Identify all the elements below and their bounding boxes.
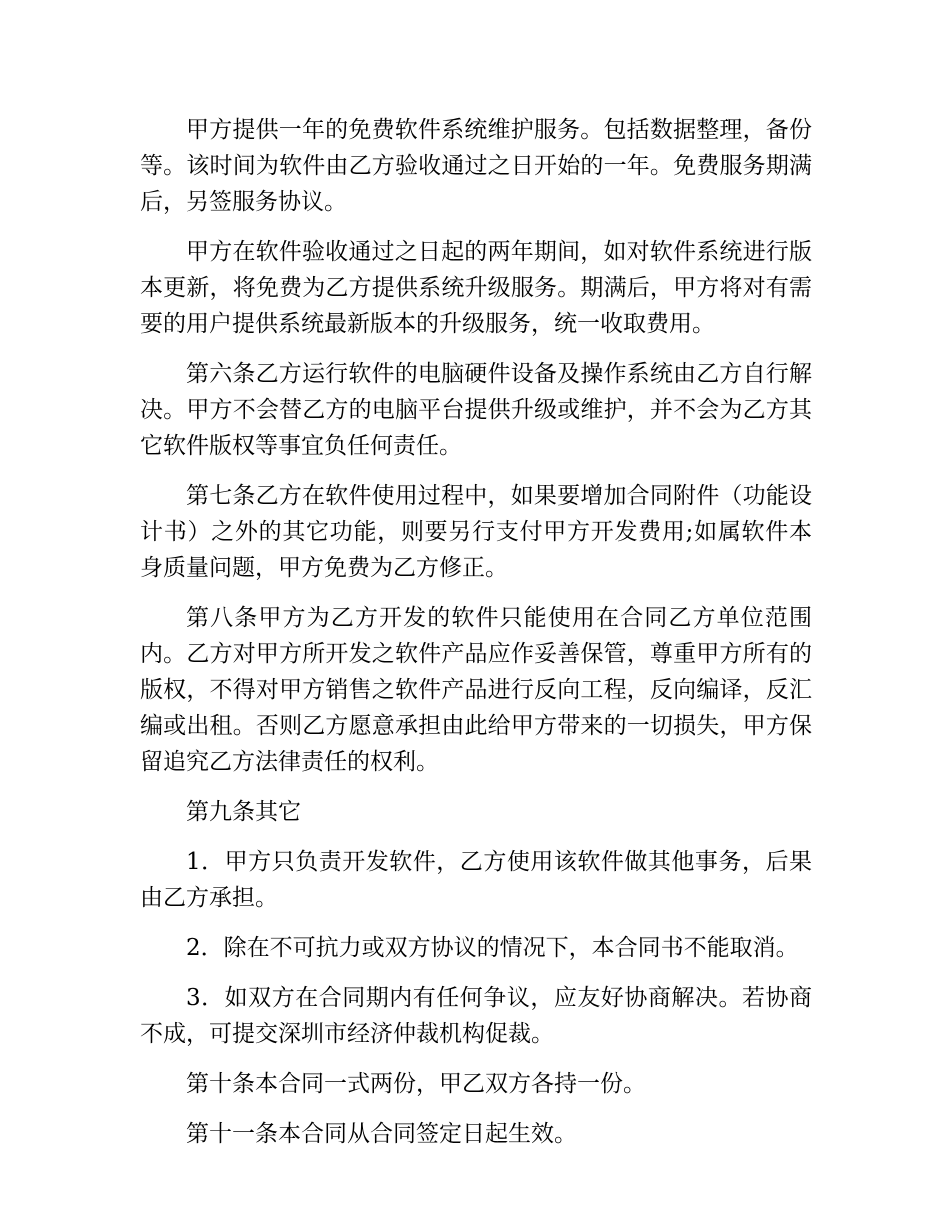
paragraph-article-10: 第十条本合同一式两份，甲乙双方各持一份。	[186, 1071, 646, 1097]
paragraph-article-9-item-3: 3．如双方在合同期内有任何争议，应友好协商解决。若协商不成，可提交深圳市经济仲裁机构促裁。	[140, 985, 812, 1047]
paragraph-article-9-item-2: 2．除在不可抗力或双方协议的情况下，本合同书不能取消。	[186, 935, 799, 961]
paragraph-article-7: 第七条乙方在软件使用过程中，如果要增加合同附件（功能设计书）之外的其它功能，则要另行支付甲方开发费用;如属软件本身质量问题，甲方免费为乙方修正。	[140, 483, 812, 581]
paragraph-maintenance-service: 甲方提供一年的免费软件系统维护服务。包括数据整理，备份等。该时间为软件由乙方验收通过之日开始的一年。免费服务期满后，另签服务协议。	[140, 117, 812, 215]
paragraph-article-6: 第六条乙方运行软件的电脑硬件设备及操作系统由乙方自行解决。甲方不会替乙方的电脑平台提供升级或维护，并不会为乙方其它软件版权等事宜负任何责任。	[140, 361, 812, 459]
document-body	[140, 112, 812, 1166]
paragraph-version-upgrade: 甲方在软件验收通过之日起的两年期间，如对软件系统进行版本更新，将免费为乙方提供系统升级服务。期满后，甲方将对有需要的用户提供系统最新版本的升级服务，统一收取费用。	[140, 239, 812, 337]
paragraph-article-8: 第八条甲方为乙方开发的软件只能使用在合同乙方单位范围内。乙方对甲方所开发之软件产品应作妥善保管，尊重甲方所有的版权，不得对甲方销售之软件产品进行反向工程，反向编译，反汇编或出租。否则乙方愿意承担由此给甲方带来的一切损失，甲方保留追究乙方法律责任的权利。	[140, 605, 812, 775]
paragraph-article-11: 第十一条本合同从合同签定日起生效。	[186, 1121, 577, 1147]
paragraph-article-9-heading: 第九条其它	[186, 799, 301, 825]
paragraph-article-9-item-1: 1．甲方只负责开发软件，乙方使用该软件做其他事务，后果由乙方承担。	[140, 849, 812, 911]
